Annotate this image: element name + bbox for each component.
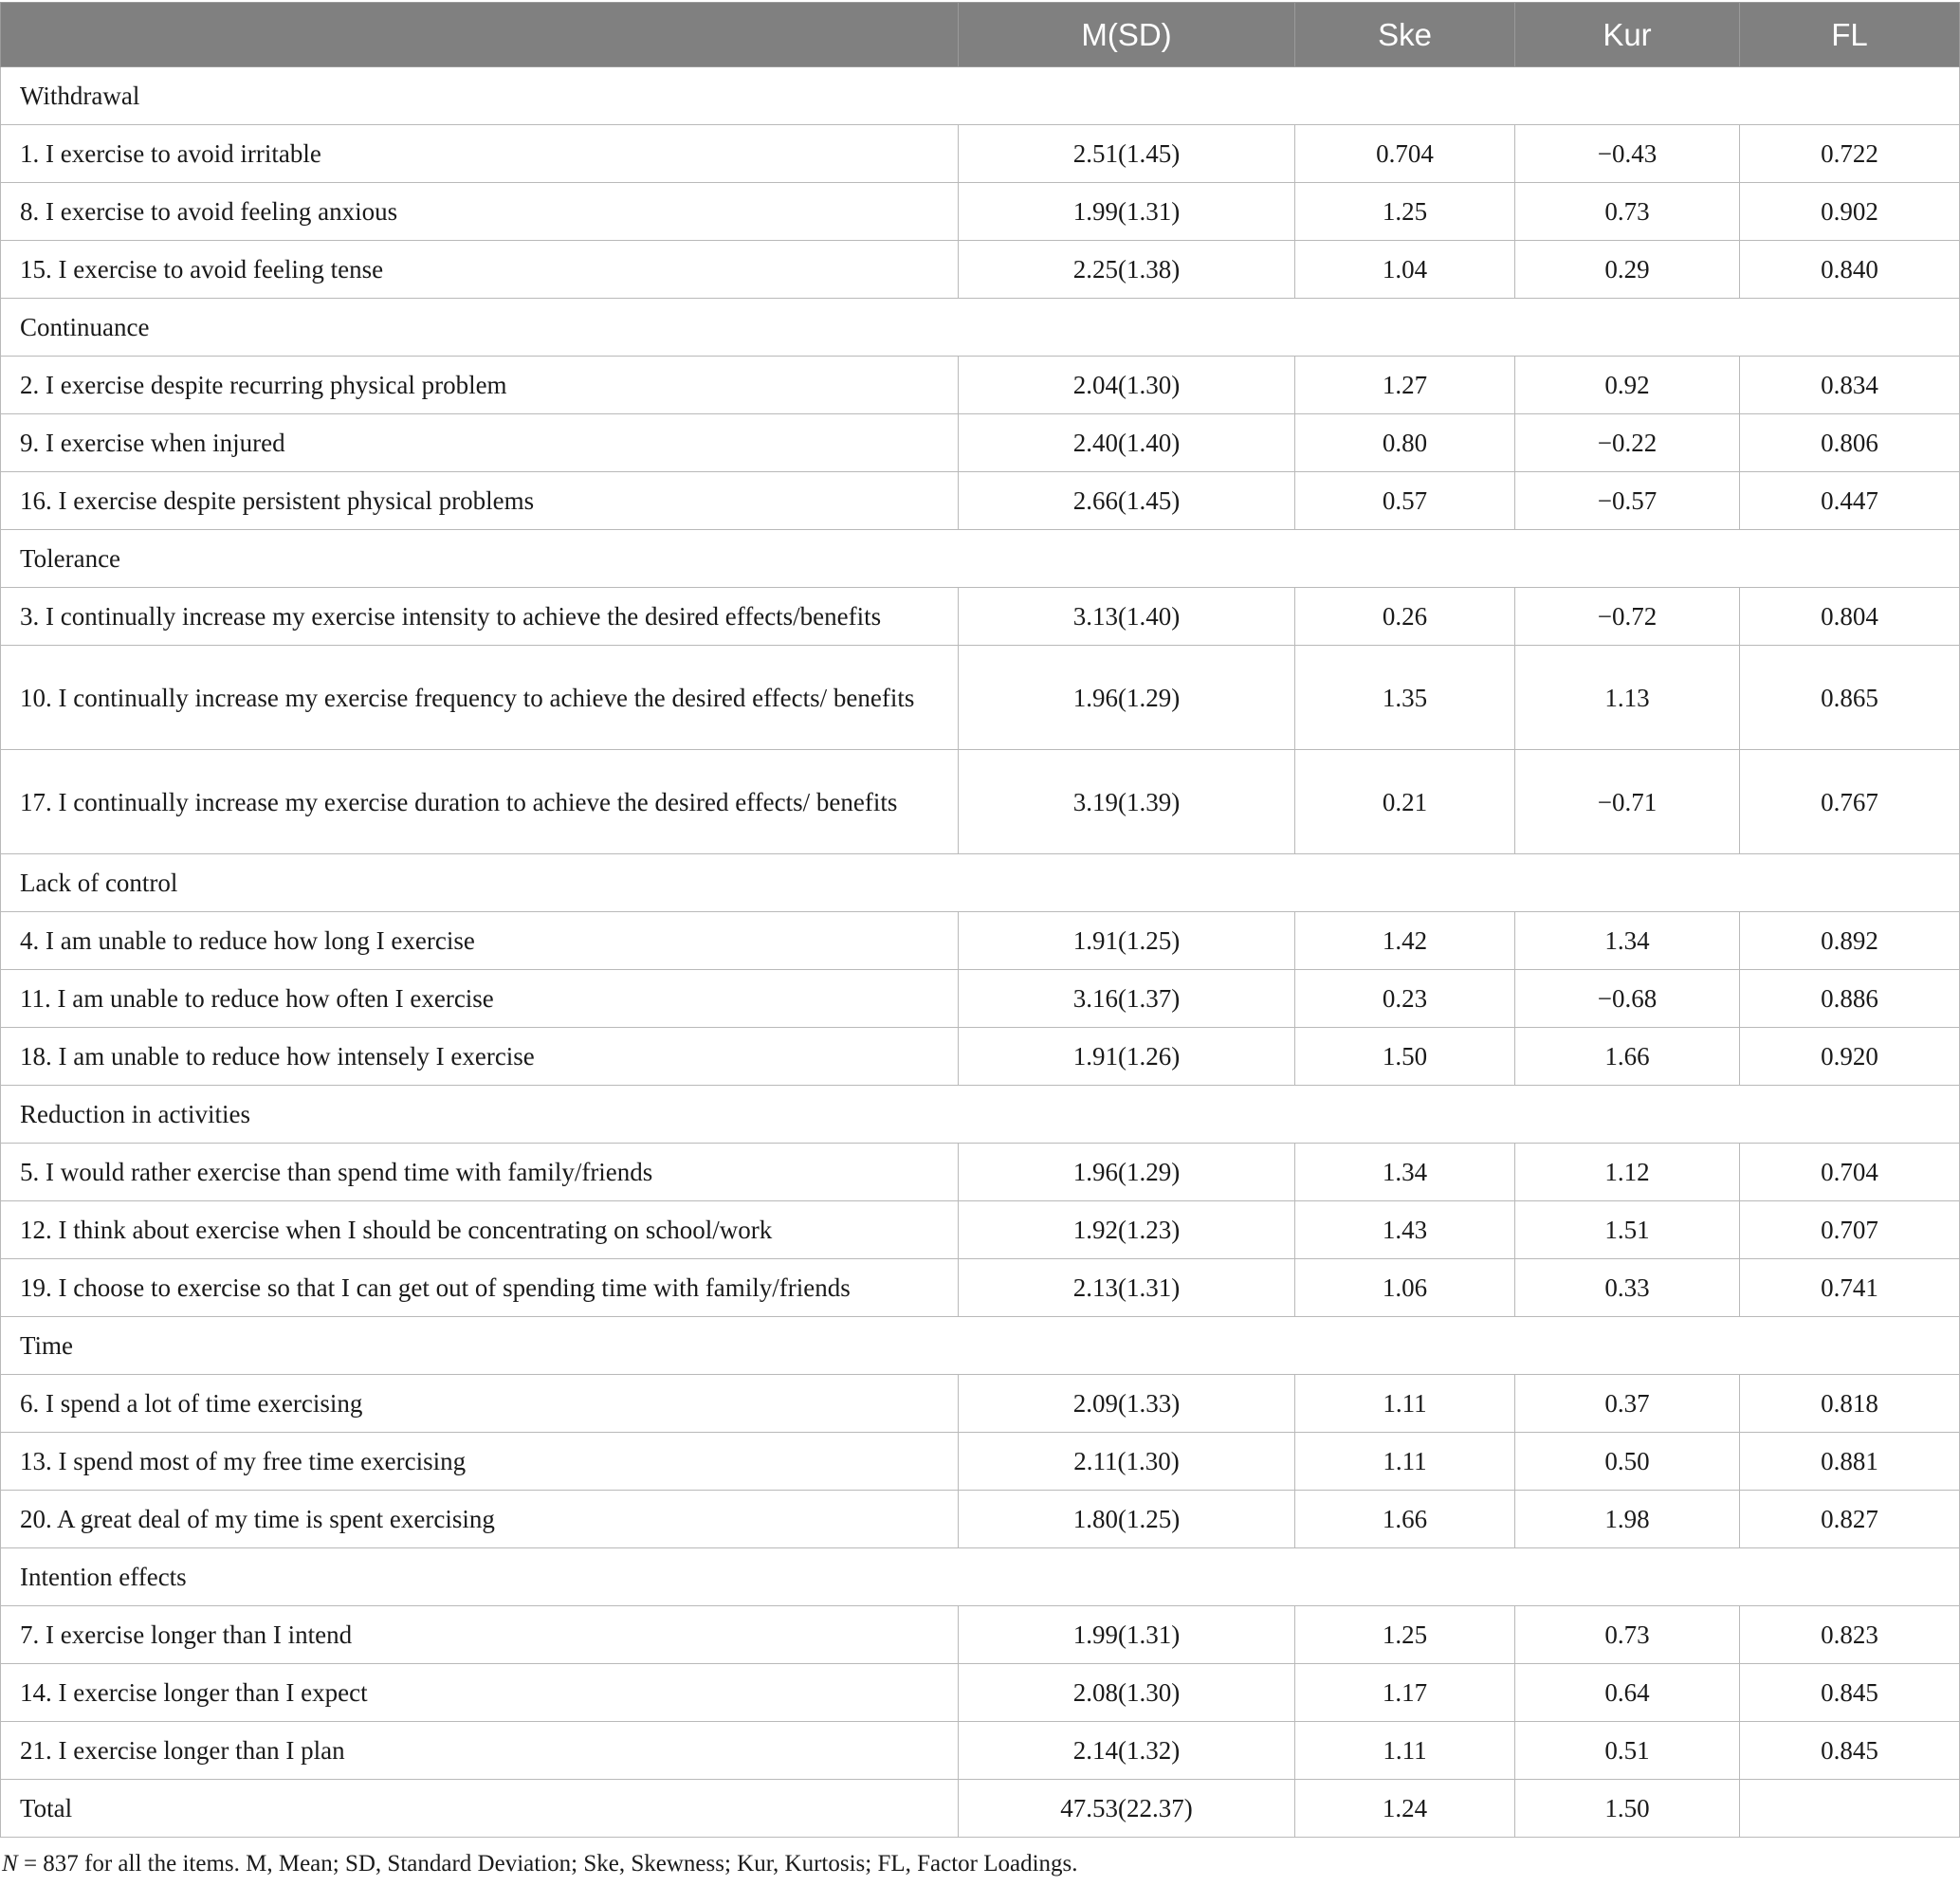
group-row: [1, 1086, 1960, 1144]
kur-cell: 0.73: [1515, 1606, 1740, 1664]
header-kur: Kur: [1515, 3, 1740, 67]
table-container: [0, 2, 1959, 1877]
fl-cell: 0.886: [1740, 970, 1960, 1028]
statistics-table: [0, 2, 1960, 1838]
ske-cell: 1.25: [1295, 1606, 1515, 1664]
ske-cell: 0.26: [1295, 588, 1515, 646]
kur-cell: 0.64: [1515, 1664, 1740, 1722]
fl-cell: 0.881: [1740, 1433, 1960, 1491]
item-cell: 20. A great deal of my time is spent exercising: [1, 1491, 959, 1548]
header-fl: FL: [1740, 3, 1960, 67]
fl-cell: 0.767: [1740, 750, 1960, 854]
ske-cell: 1.17: [1295, 1664, 1515, 1722]
kur-cell: 1.34: [1515, 912, 1740, 970]
item-cell: 16. I exercise despite persistent physical problems: [1, 472, 959, 530]
item-cell: 8. I exercise to avoid feeling anxious: [1, 183, 959, 241]
fl-cell: 0.707: [1740, 1201, 1960, 1259]
msd-cell: 2.51(1.45): [959, 125, 1295, 183]
fl-cell: 0.818: [1740, 1375, 1960, 1433]
ske-cell: 1.50: [1295, 1028, 1515, 1086]
table-header: [1, 3, 1960, 67]
footnote-n-label: N: [2, 1851, 18, 1877]
msd-cell: 2.11(1.30): [959, 1433, 1295, 1491]
kur-cell: 1.66: [1515, 1028, 1740, 1086]
table-row: [1, 1606, 1960, 1664]
item-cell: 6. I spend a lot of time exercising: [1, 1375, 959, 1433]
msd-cell: 1.96(1.29): [959, 1144, 1295, 1201]
msd-cell: 3.13(1.40): [959, 588, 1295, 646]
kur-cell: 0.37: [1515, 1375, 1740, 1433]
fl-cell: 0.920: [1740, 1028, 1960, 1086]
table-row: [1, 1144, 1960, 1201]
item-cell: 7. I exercise longer than I intend: [1, 1606, 959, 1664]
item-cell: 19. I choose to exercise so that I can get out of spending time with family/friends: [1, 1259, 959, 1317]
kur-cell: 1.51: [1515, 1201, 1740, 1259]
table-row: [1, 472, 1960, 530]
group-label: Tolerance: [1, 530, 1960, 588]
fl-cell: 0.840: [1740, 241, 1960, 299]
ske-cell: 0.57: [1295, 472, 1515, 530]
table-body: [1, 67, 1960, 1838]
kur-cell: −0.72: [1515, 588, 1740, 646]
msd-cell: 2.40(1.40): [959, 414, 1295, 472]
total-item-cell: Total: [1, 1780, 959, 1838]
ske-cell: 1.06: [1295, 1259, 1515, 1317]
table-row: [1, 357, 1960, 414]
msd-cell: 2.66(1.45): [959, 472, 1295, 530]
table-row: [1, 241, 1960, 299]
fl-cell: 0.892: [1740, 912, 1960, 970]
total-row: [1, 1780, 1960, 1838]
ske-cell: 1.66: [1295, 1491, 1515, 1548]
item-cell: 17. I continually increase my exercise duration to achieve the desired effects/ benefits: [1, 750, 959, 854]
item-cell: 1. I exercise to avoid irritable: [1, 125, 959, 183]
group-row: [1, 299, 1960, 357]
kur-cell: 1.98: [1515, 1491, 1740, 1548]
total-ske-cell: 1.24: [1295, 1780, 1515, 1838]
msd-cell: 3.19(1.39): [959, 750, 1295, 854]
table-row: [1, 414, 1960, 472]
fl-cell: 0.704: [1740, 1144, 1960, 1201]
fl-cell: 0.902: [1740, 183, 1960, 241]
msd-cell: 1.92(1.23): [959, 1201, 1295, 1259]
table-row: [1, 1433, 1960, 1491]
table-row: [1, 1375, 1960, 1433]
kur-cell: −0.68: [1515, 970, 1740, 1028]
item-cell: 14. I exercise longer than I expect: [1, 1664, 959, 1722]
table-row: [1, 1491, 1960, 1548]
table-row: [1, 1664, 1960, 1722]
total-kur-cell: 1.50: [1515, 1780, 1740, 1838]
header-msd: M(SD): [959, 3, 1295, 67]
item-cell: 3. I continually increase my exercise intensity to achieve the desired effects/benefits: [1, 588, 959, 646]
msd-cell: 1.91(1.26): [959, 1028, 1295, 1086]
group-row: [1, 67, 1960, 125]
fl-cell: 0.447: [1740, 472, 1960, 530]
msd-cell: 1.99(1.31): [959, 1606, 1295, 1664]
item-cell: 15. I exercise to avoid feeling tense: [1, 241, 959, 299]
fl-cell: 0.806: [1740, 414, 1960, 472]
ske-cell: 1.43: [1295, 1201, 1515, 1259]
ske-cell: 1.27: [1295, 357, 1515, 414]
kur-cell: 0.50: [1515, 1433, 1740, 1491]
kur-cell: 0.51: [1515, 1722, 1740, 1780]
table-footnote: [0, 1851, 1959, 1877]
group-label: Continuance: [1, 299, 1960, 357]
ske-cell: 1.11: [1295, 1375, 1515, 1433]
table-row: [1, 1028, 1960, 1086]
table-row: [1, 125, 1960, 183]
msd-cell: 2.08(1.30): [959, 1664, 1295, 1722]
group-label: Reduction in activities: [1, 1086, 1960, 1144]
table-row: [1, 588, 1960, 646]
item-cell: 9. I exercise when injured: [1, 414, 959, 472]
table-row: [1, 1259, 1960, 1317]
msd-cell: 2.04(1.30): [959, 357, 1295, 414]
msd-cell: 2.13(1.31): [959, 1259, 1295, 1317]
ske-cell: 1.11: [1295, 1722, 1515, 1780]
kur-cell: −0.22: [1515, 414, 1740, 472]
fl-cell: 0.865: [1740, 646, 1960, 750]
ske-cell: 0.704: [1295, 125, 1515, 183]
table-row: [1, 183, 1960, 241]
group-label: Time: [1, 1317, 1960, 1375]
table-row: [1, 646, 1960, 750]
item-cell: 10. I continually increase my exercise frequency to achieve the desired effects/ benefits: [1, 646, 959, 750]
ske-cell: 1.35: [1295, 646, 1515, 750]
kur-cell: 0.33: [1515, 1259, 1740, 1317]
kur-cell: −0.71: [1515, 750, 1740, 854]
kur-cell: 1.13: [1515, 646, 1740, 750]
item-cell: 4. I am unable to reduce how long I exercise: [1, 912, 959, 970]
ske-cell: 0.80: [1295, 414, 1515, 472]
table-row: [1, 912, 1960, 970]
group-label: Withdrawal: [1, 67, 1960, 125]
msd-cell: 2.14(1.32): [959, 1722, 1295, 1780]
msd-cell: 3.16(1.37): [959, 970, 1295, 1028]
msd-cell: 2.09(1.33): [959, 1375, 1295, 1433]
group-row: [1, 854, 1960, 912]
ske-cell: 0.21: [1295, 750, 1515, 854]
msd-cell: 1.80(1.25): [959, 1491, 1295, 1548]
msd-cell: 2.25(1.38): [959, 241, 1295, 299]
table-row: [1, 1201, 1960, 1259]
kur-cell: −0.43: [1515, 125, 1740, 183]
header-item: [1, 3, 959, 67]
table-row: [1, 1722, 1960, 1780]
fl-cell: 0.827: [1740, 1491, 1960, 1548]
msd-cell: 1.99(1.31): [959, 183, 1295, 241]
ske-cell: 1.11: [1295, 1433, 1515, 1491]
total-msd-cell: 47.53(22.37): [959, 1780, 1295, 1838]
footnote-text: = 837 for all the items. M, Mean; SD, Standard Deviation; Ske, Skewness; Kur, Kurtosis; FL, Factor Loadings.: [17, 1851, 1078, 1877]
fl-cell: 0.845: [1740, 1722, 1960, 1780]
ske-cell: 0.23: [1295, 970, 1515, 1028]
msd-cell: 1.96(1.29): [959, 646, 1295, 750]
group-row: [1, 1548, 1960, 1606]
group-row: [1, 530, 1960, 588]
item-cell: 2. I exercise despite recurring physical problem: [1, 357, 959, 414]
fl-cell: 0.804: [1740, 588, 1960, 646]
fl-cell: 0.823: [1740, 1606, 1960, 1664]
fl-cell: 0.845: [1740, 1664, 1960, 1722]
ske-cell: 1.34: [1295, 1144, 1515, 1201]
kur-cell: 1.12: [1515, 1144, 1740, 1201]
msd-cell: 1.91(1.25): [959, 912, 1295, 970]
kur-cell: 0.29: [1515, 241, 1740, 299]
header-ske: Ske: [1295, 3, 1515, 67]
kur-cell: 0.92: [1515, 357, 1740, 414]
table-row: [1, 970, 1960, 1028]
group-row: [1, 1317, 1960, 1375]
kur-cell: −0.57: [1515, 472, 1740, 530]
item-cell: 21. I exercise longer than I plan: [1, 1722, 959, 1780]
kur-cell: 0.73: [1515, 183, 1740, 241]
fl-cell: 0.722: [1740, 125, 1960, 183]
fl-cell: 0.834: [1740, 357, 1960, 414]
item-cell: 5. I would rather exercise than spend time with family/friends: [1, 1144, 959, 1201]
ske-cell: 1.25: [1295, 183, 1515, 241]
item-cell: 11. I am unable to reduce how often I exercise: [1, 970, 959, 1028]
item-cell: 18. I am unable to reduce how intensely I exercise: [1, 1028, 959, 1086]
group-label: Intention effects: [1, 1548, 1960, 1606]
item-cell: 12. I think about exercise when I should be concentrating on school/work: [1, 1201, 959, 1259]
ske-cell: 1.04: [1295, 241, 1515, 299]
group-label: Lack of control: [1, 854, 1960, 912]
item-cell: 13. I spend most of my free time exercising: [1, 1433, 959, 1491]
ske-cell: 1.42: [1295, 912, 1515, 970]
header-row: [1, 3, 1960, 67]
total-fl-cell: [1740, 1780, 1960, 1838]
table-row: [1, 750, 1960, 854]
fl-cell: 0.741: [1740, 1259, 1960, 1317]
